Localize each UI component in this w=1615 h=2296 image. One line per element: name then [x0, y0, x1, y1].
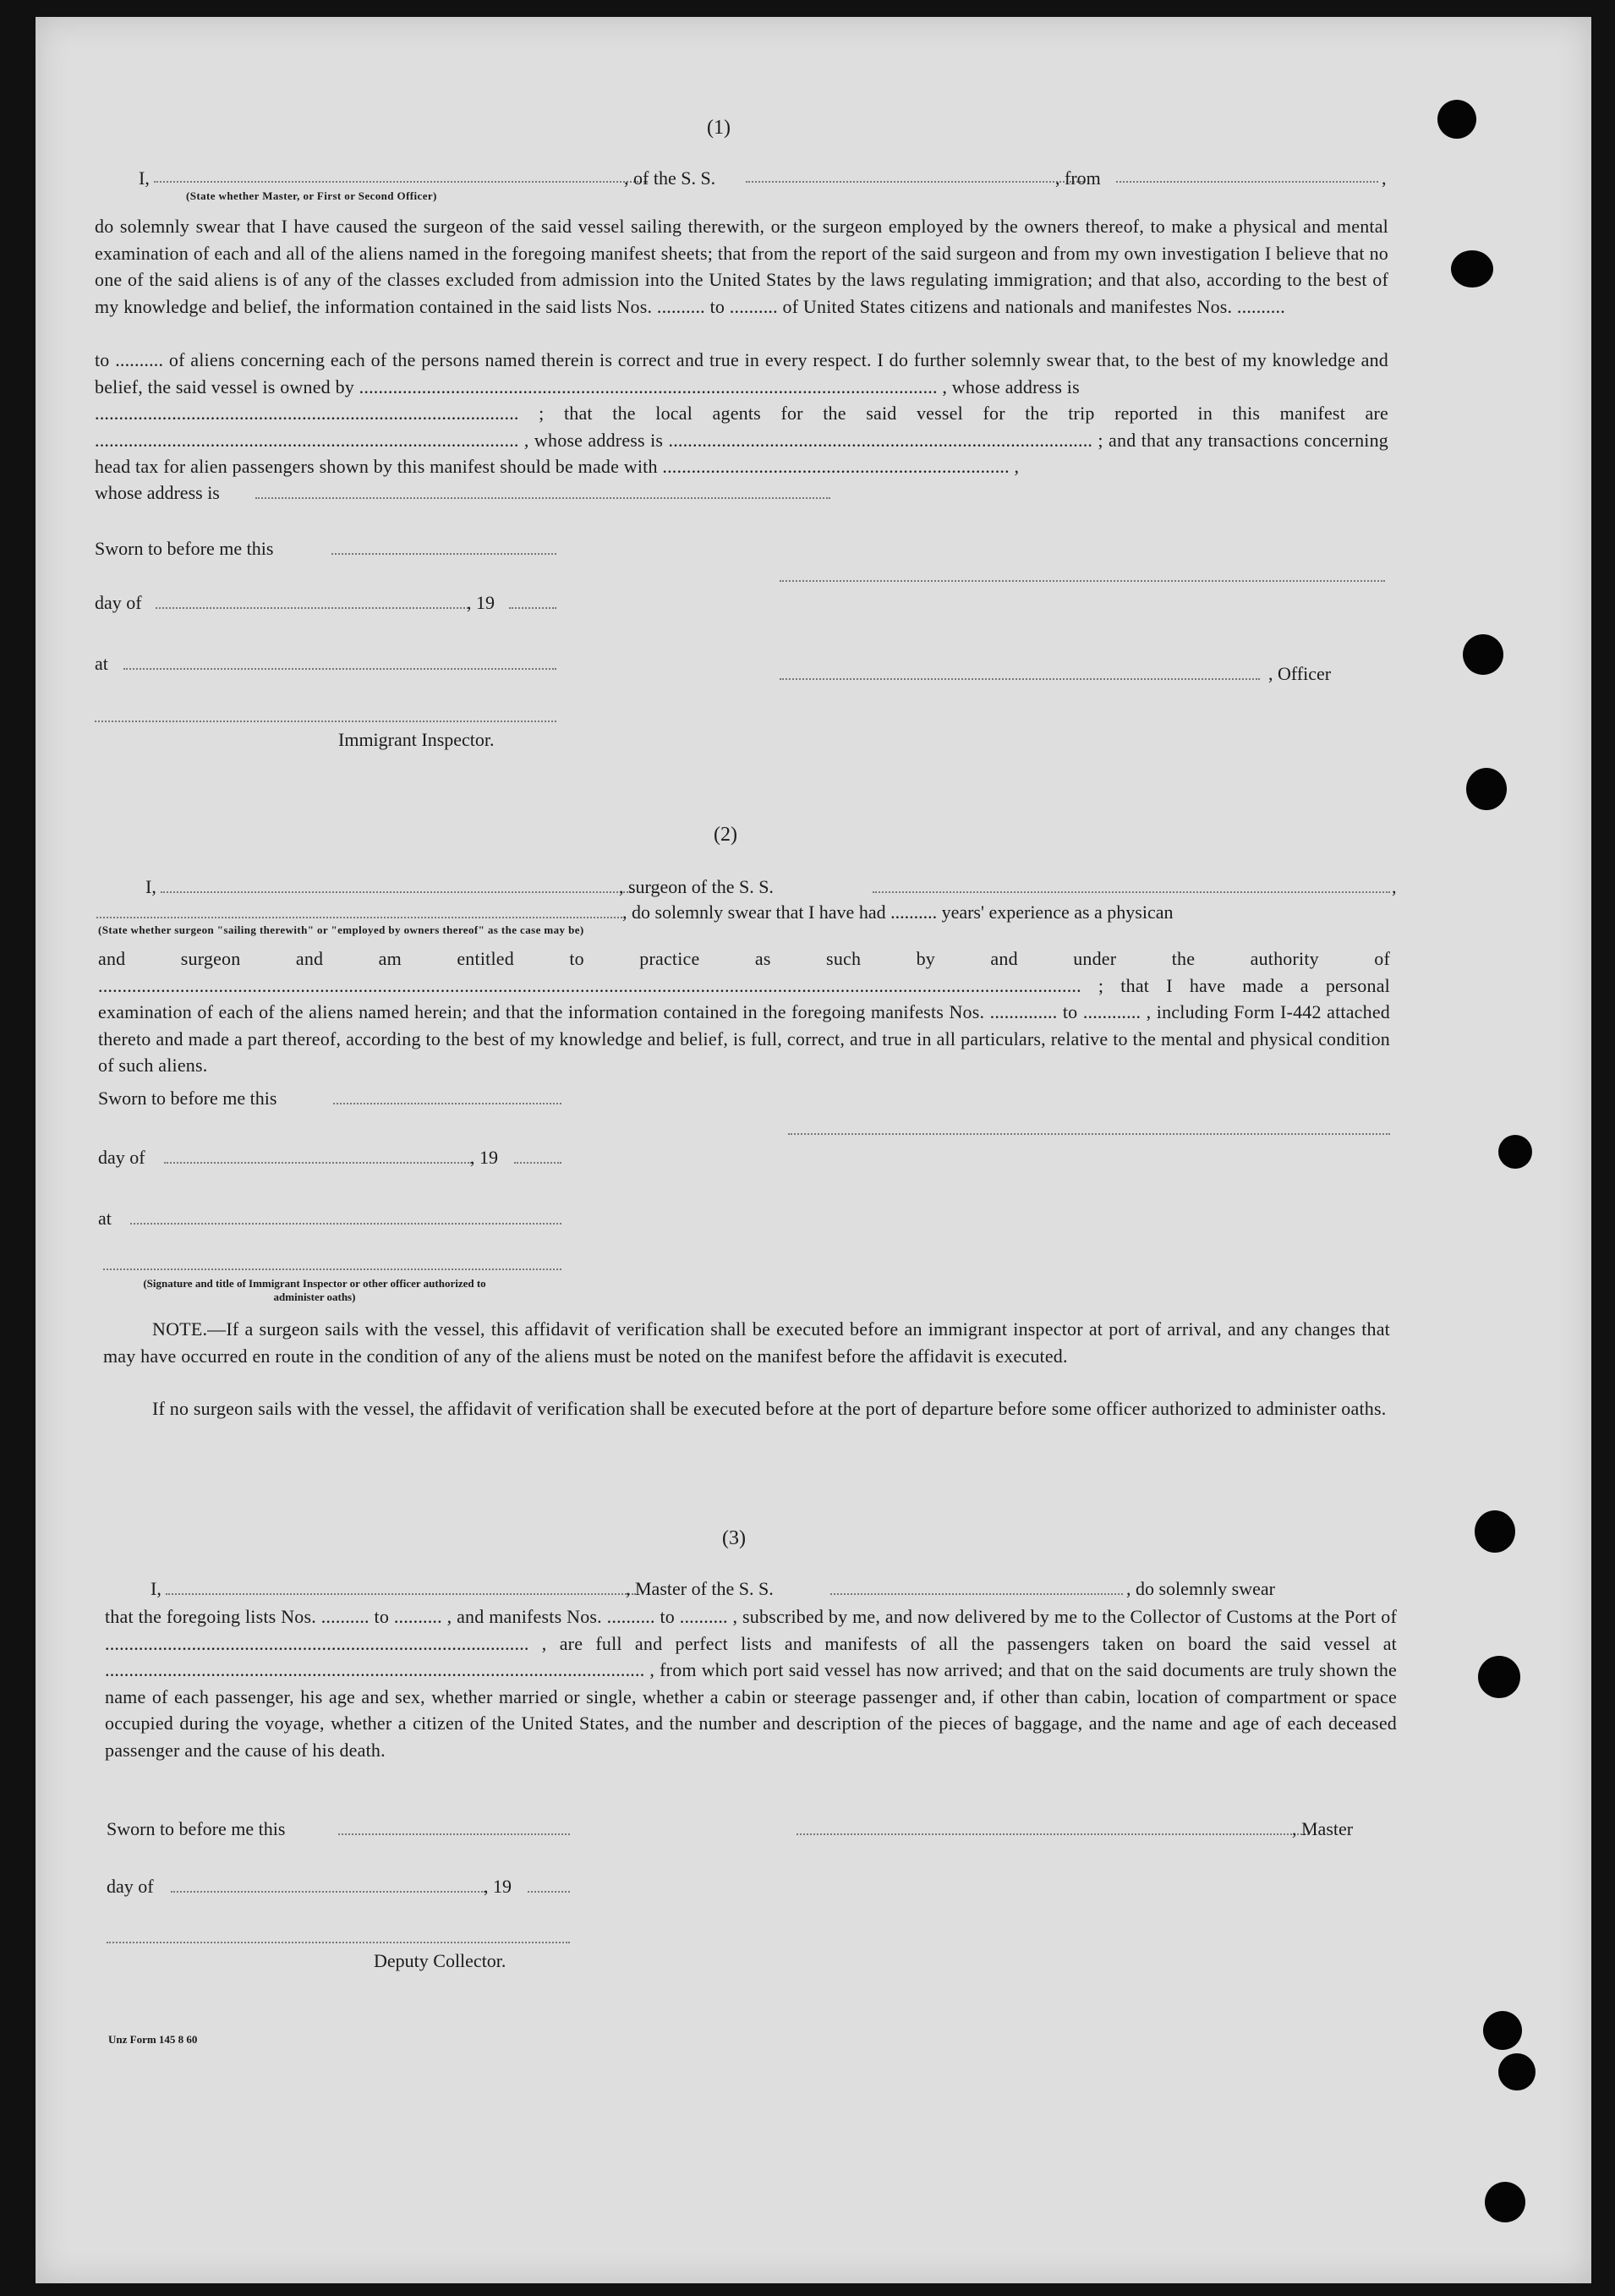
s2-at-label: at — [98, 1208, 112, 1229]
s3-master-name-field[interactable] — [166, 1593, 636, 1595]
s2-sworn-day-field[interactable] — [333, 1103, 561, 1104]
punch-hole — [1498, 2053, 1536, 2091]
s3-i-label: I, — [151, 1578, 162, 1599]
s1-signature-line[interactable] — [780, 580, 1385, 582]
s1-at-field[interactable] — [123, 668, 556, 670]
section-1-number: (1) — [707, 117, 731, 139]
s2-sailing-caption: (State whether surgeon "sailing therewith" or "employed by owners thereof" as the case may be) — [98, 923, 584, 936]
s3-signature-field[interactable] — [797, 1833, 1309, 1835]
s1-comma: , — [1382, 167, 1387, 189]
s2-comma: , — [1392, 876, 1397, 897]
s1-tax-address-field[interactable] — [255, 497, 830, 499]
s2-day-of-label: day of — [98, 1147, 145, 1168]
s1-month-field[interactable] — [156, 607, 468, 609]
s1-inspector-label: Immigrant Inspector. — [338, 729, 495, 750]
s3-master-label: , Master — [1292, 1818, 1354, 1839]
s2-surgeon-of-label: , surgeon of the S. S. — [619, 876, 774, 897]
s2-note-paragraph: NOTE.—If a surgeon sails with the vessel, this affidavit of verification shall be executed before an immigrant inspector at port of arrival, and any changes that may have occurred en route in the condition of any of the aliens must be noted on the manifest before the affidavit is executed. — [103, 1318, 1390, 1367]
s2-solemnly-swear-line: , do solemnly swear that I have had .......... years' experience as a physican — [622, 901, 1174, 923]
form-sheet — [36, 17, 1591, 2283]
s2-signature-line[interactable] — [788, 1133, 1390, 1135]
s1-year-field[interactable] — [509, 607, 556, 609]
s3-collector-label: Deputy Collector. — [374, 1950, 506, 1971]
s2-year-field[interactable] — [514, 1162, 561, 1164]
s3-ship-field[interactable] — [830, 1593, 1123, 1595]
punch-hole — [1478, 1656, 1520, 1698]
s2-ship-field[interactable] — [873, 891, 1390, 893]
s2-signature-caption: (Signature and title of Immigrant Inspector or other officer authorized to administer oaths) — [143, 1277, 486, 1303]
s1-sworn-label: Sworn to before me this — [95, 538, 274, 559]
s3-year-label: , 19 — [484, 1876, 512, 1897]
s1-officer-sign-field[interactable] — [780, 678, 1260, 680]
s1-whose-address-label: whose address is — [95, 482, 220, 503]
s3-day-of-label: day of — [107, 1876, 154, 1897]
punch-hole — [1451, 250, 1493, 288]
s1-oath-paragraph-b: to .......... of aliens concerning each of the persons named therein is correct and true in every respect. I do further solemnly swear that, to the best of my knowledge and belief, the said vessel is owned by ........................................................................................................................ , whose address is — [95, 349, 1388, 397]
s1-i-label: I, — [139, 167, 150, 189]
punch-hole — [1475, 1510, 1515, 1553]
s3-year-field[interactable] — [528, 1891, 570, 1893]
s2-note-paragraph-2: If no surgeon sails with the vessel, the affidavit of verification shall be executed before at the port of departure before some officer authorized to administer oaths. — [152, 1398, 1387, 1419]
s3-sworn-label: Sworn to before me this — [107, 1818, 286, 1839]
section-3-number: (3) — [722, 1527, 746, 1549]
section-2-number: (2) — [714, 824, 737, 846]
s1-from-field[interactable] — [1116, 181, 1378, 183]
s3-sworn-day-field[interactable] — [338, 1833, 570, 1835]
s1-year-label: , 19 — [467, 592, 495, 613]
punch-hole — [1466, 768, 1507, 810]
punch-hole — [1485, 2182, 1525, 2222]
s3-solemnly-label: , do solemnly swear — [1126, 1578, 1275, 1599]
s2-sailing-field[interactable] — [96, 917, 626, 918]
s2-oath-paragraph: and surgeon and am entitled to practice as such by and under the authority of ............................................................................................................................................................................................................ ; that I have made a personal examination of each of the aliens named herein; and that the information contained in the foregoing manifests Nos. .............. to ............ , including Form I-442 attached thereto and made a part thereof, according to the best of my knowledge and belief, is full, correct, and true in all particulars, relative to the mental and physical condition of such aliens. — [98, 948, 1390, 1077]
s1-oath-paragraph-c: ........................................................................................ ; that the local agents for the said vessel for the trip reported in this manifest are ........................................................................................ , whose address is ........................................................................................ ; and that any transactions concerning head tax for alien passengers shown by this manifest should be made with ........................................................................ , — [95, 403, 1388, 478]
s2-at-field[interactable] — [130, 1223, 561, 1225]
s2-surgeon-name-field[interactable] — [161, 891, 634, 893]
s1-ship-label: , of the S. S. — [624, 167, 716, 189]
s2-year-label: , 19 — [470, 1147, 498, 1168]
s2-sworn-label: Sworn to before me this — [98, 1088, 277, 1109]
s2-month-field[interactable] — [164, 1162, 472, 1164]
s1-oath-paragraph-a: do solemnly swear that I have caused the surgeon of the said vessel sailing therewith, or the surgeon employed by the owners thereof, to make a physical and mental examination of each and all of the aliens named in the foregoing manifest sheets; that from the report of the said surgeon and from my own investigation I believe that no one of the said aliens is of any of the classes excluded from admission into the United States by the laws regulating immigration; and that also, according to the best of my knowledge and belief, the information contained in the said lists Nos. .......... to .......... of United States citizens and nationals and manifestes Nos. .......... — [95, 216, 1388, 317]
s3-month-field[interactable] — [171, 1891, 485, 1893]
s3-collector-sign-field[interactable] — [107, 1942, 570, 1943]
s3-oath-paragraph: that the foregoing lists Nos. .......... to .......... , and manifests Nos. .......... to .......... , subscribed by me, and now delivered by me to the Collector of Customs at the Port of ........................................................................................ , are full and perfect lists and manifests of all the passengers taken on board the said vessel at ................................................................................................................ , from which port said vessel has now arrived; and that on the said documents are truly shown the name of each passenger, his age and sex, whether married or single, whether a cabin or steerage passenger and, if other than cabin, location of compartment or space occupied during the voyage, whether a citizen of the United States, and the number and description of the pieces of baggage, and the name and age of each deceased passenger and the cause of his death. — [105, 1606, 1397, 1761]
s1-officer-caption: (State whether Master, or First or Second Officer) — [186, 189, 437, 202]
s1-at-label: at — [95, 653, 108, 674]
punch-hole — [1463, 634, 1503, 675]
s1-day-of-label: day of — [95, 592, 142, 613]
s1-ship-field[interactable] — [746, 181, 1084, 183]
s1-sworn-day-field[interactable] — [331, 553, 556, 555]
s2-inspector-sign-field[interactable] — [103, 1269, 561, 1270]
s1-officer-field[interactable] — [154, 181, 648, 183]
punch-hole — [1437, 100, 1476, 139]
form-number: Unz Form 145 8 60 — [108, 2033, 198, 2046]
s1-inspector-sign-field[interactable] — [95, 721, 556, 722]
s3-master-of-label: , Master of the S. S. — [626, 1578, 774, 1599]
punch-hole — [1483, 2011, 1522, 2050]
s2-i-label: I, — [145, 876, 156, 897]
s1-officer-label: , Officer — [1268, 663, 1332, 684]
s1-from-label: , from — [1055, 167, 1101, 189]
punch-hole — [1498, 1135, 1532, 1169]
